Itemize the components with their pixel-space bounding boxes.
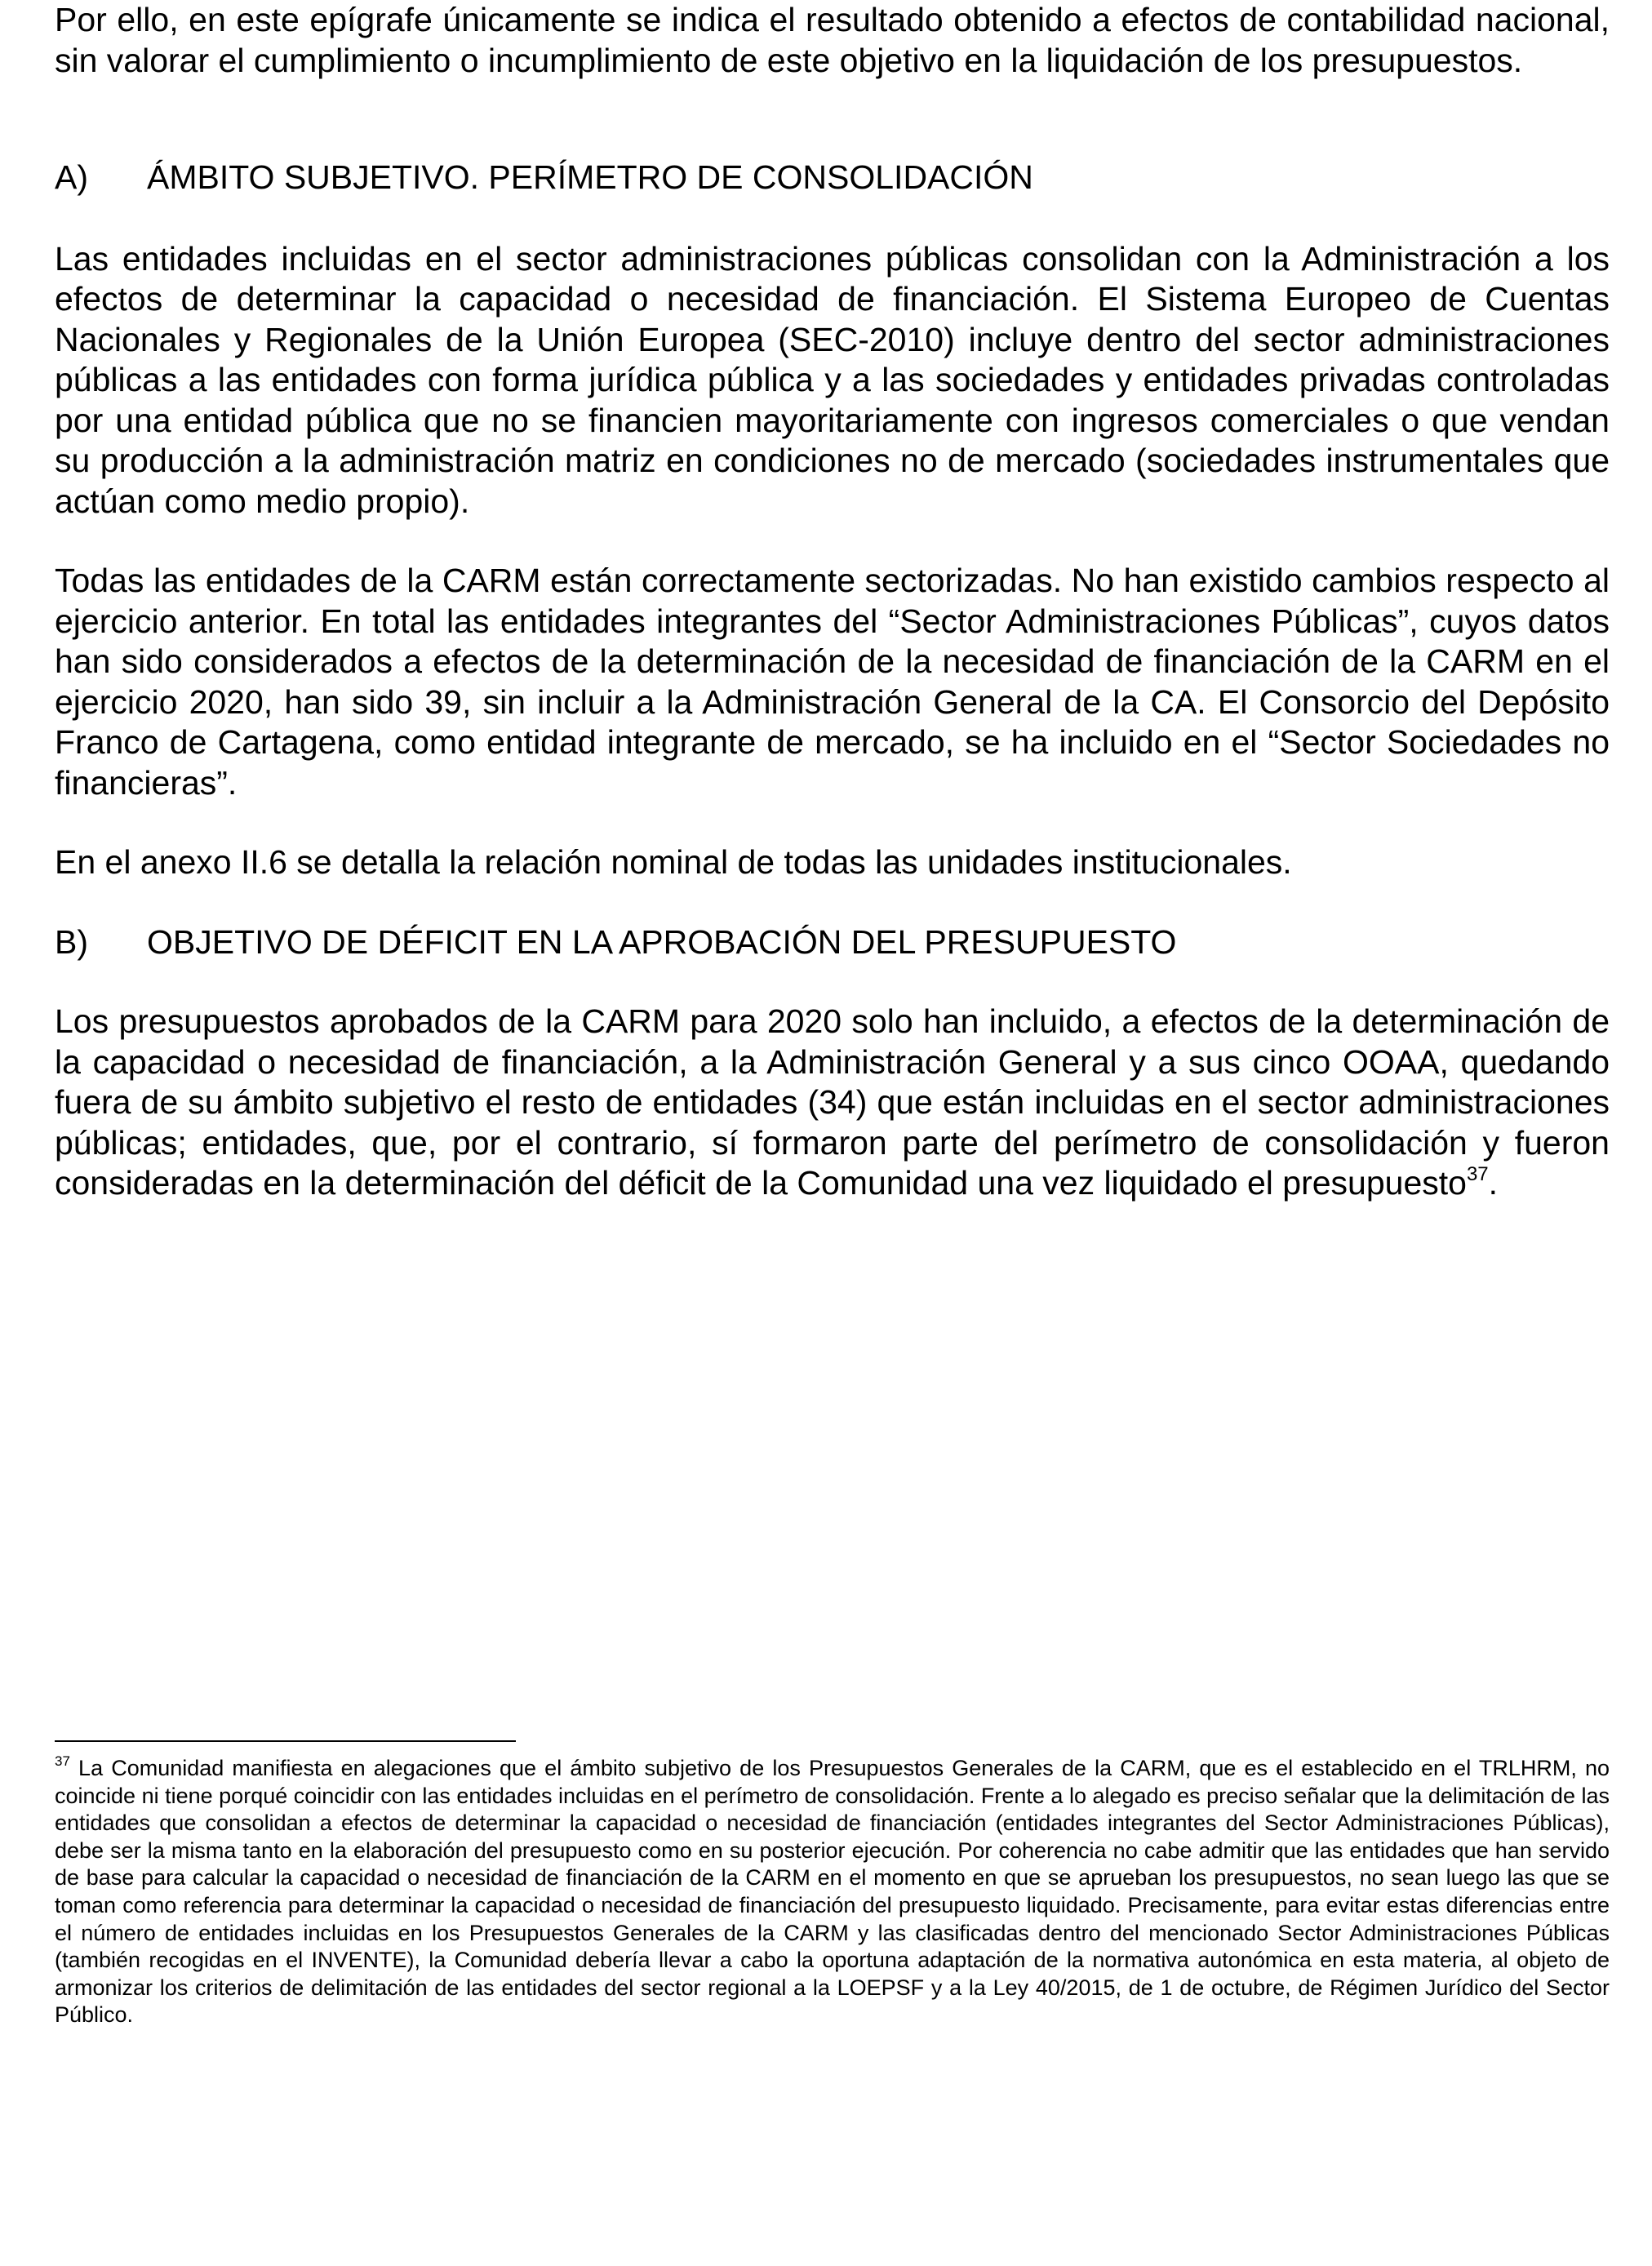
section-a-paragraph-1: Las entidades incluidas en el sector administraciones públicas consolidan con la Administración a los efectos de determinar la capacidad o necesidad de financiación. El Sistema Europeo de Cuentas Nacionales y Regionales de la Unión Europea (SEC-2010) incluye dentro del sector administraciones públicas a las entidades con forma jurídica pública y a las sociedades y entidades privadas controladas por una entidad pública que no se financien mayoritariamente con ingresos comerciales o que vendan su producción a la administración matriz en condiciones no de mercado (sociedades instrumentales que actúan como medio propio). bbox=[55, 239, 1610, 520]
section-b-letter: B) bbox=[55, 922, 88, 961]
section-a-paragraph-2: Todas las entidades de la CARM están correctamente sectorizadas. No han existido cambios respecto al ejercicio anterior. En total las entidades integrantes del “Sector Administraciones Públicas”, cuyos datos han sido considerados a efectos de la determinación de la necesidad de financiación de la CARM en el ejercicio 2020, han sido 39, sin incluir a la Administración General de la CA. El Consorcio del Depósito Franco de Cartagena, como entidad integrante de mercado, se ha incluido en el “Sector Sociedades no financieras”. bbox=[55, 562, 1610, 802]
footnote-reference[interactable]: 37 bbox=[1466, 1163, 1489, 1185]
footnote-text: La Comunidad manifiesta en alegaciones que el ámbito subjetivo de los Presupuestos Generales de la CARM, que es el establecido en el TRLHRM, no coincide ni tiene porqué coincidir con las entidades incluidas en el perímetro de consolidación. Frente a lo alegado es preciso señalar que la delimitación de las entidades que consolidan a efectos de determinar la capacidad o necesidad de financiación (entidades integrantes del Sector Administraciones Públicas), debe ser la misma tanto en la elaboración del presupuesto como en su posterior ejecución. Por coherencia no cabe admitir que las entidades que han servido de base para calcular la capacidad o necesidad de financiación de la CARM en el momento en que se aprueban los presupuestos, no sean luego las que se toman como referencia para determinar la capacidad o necesidad de financiación del presupuesto liquidado. Precisamente, para evitar estas diferencias entre el número de entidades incluidas en los Presupuestos Generales de la CARM y las clasificadas dentro del mencionado Sector Administraciones Públicas (también recogidas en el INVENTE), la Comunidad debería llevar a cabo la oportuna adaptación de la normativa autonómica en esta materia, al objeto de armonizar los criterios de delimitación de las entidades del sector regional a la LOEPSF y a la Ley 40/2015, de 1 de octubre, de Régimen Jurídico del Sector Público. bbox=[55, 1756, 1610, 2028]
main-text bbox=[55, 0, 1610, 1204]
section-b-heading bbox=[55, 922, 1610, 963]
section-b-paragraph-end: . bbox=[1488, 1164, 1499, 1202]
section-b-title: OBJETIVO DE DÉFICIT EN LA APROBACIÓN DEL PRESUPUESTO bbox=[147, 922, 1177, 961]
section-a-paragraph-3: En el anexo II.6 se detalla la relación nominal de todas las unidades institucionales. bbox=[55, 843, 1292, 881]
section-a-title: ÁMBITO SUBJETIVO. PERÍMETRO DE CONSOLIDACIÓN bbox=[147, 158, 1033, 196]
section-a-letter: A) bbox=[55, 158, 88, 196]
footnote bbox=[55, 1755, 1610, 2029]
footnote-separator bbox=[55, 1740, 516, 1742]
section-b-paragraph-text: Los presupuestos aprobados de la CARM para 2020 solo han incluido, a efectos de la determinación de la capacidad o necesidad de financiación, a la Administración General y a sus cinco OOAA, quedando fuera de su ámbito subjetivo el resto de entidades (34) que están incluidas en el sector administraciones públicas; entidades, que, por el contrario, sí formaron parte del perímetro de consolidación y fueron consideradas en la determinación del déficit de la Comunidad una vez liquidado el presupuesto bbox=[55, 1002, 1610, 1202]
section-b-paragraph-1 bbox=[55, 1002, 1610, 1204]
section-a-heading bbox=[55, 158, 1610, 198]
footnote-number: 37 bbox=[55, 1753, 70, 1769]
intro-paragraph: Por ello, en este epígrafe únicamente se indica el resultado obtenido a efectos de contabilidad nacional, sin valorar el cumplimiento o incumplimiento de este objetivo en la liquidación de los presupuestos. bbox=[55, 1, 1610, 79]
